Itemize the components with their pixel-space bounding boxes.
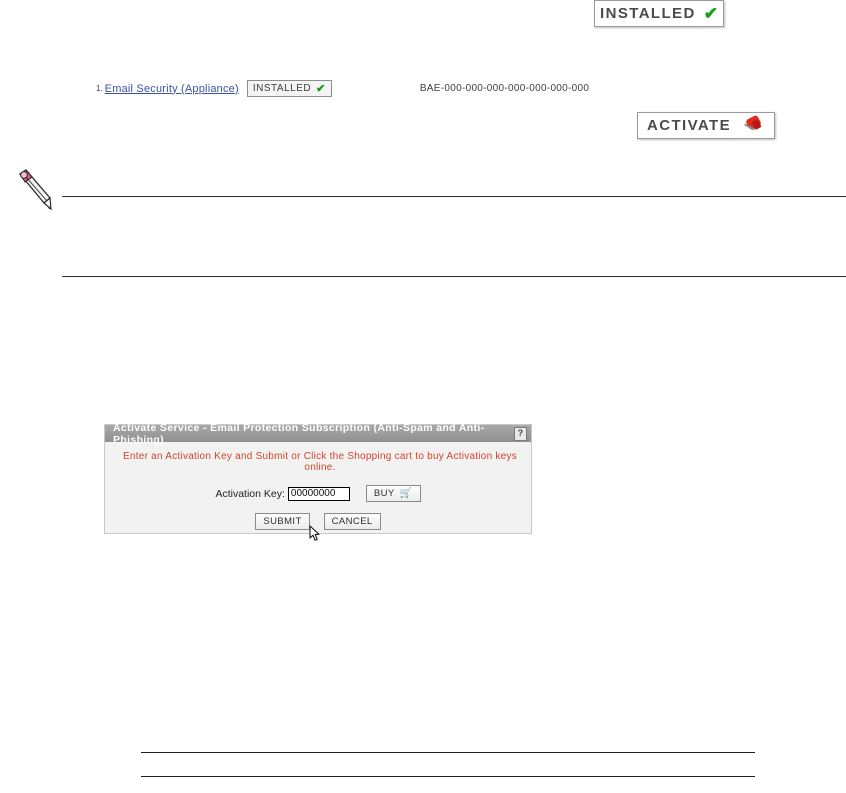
product-serial-number: BAE-000-000-000-000-000-000-000: [419, 83, 590, 94]
pencil-note-icon: [10, 168, 56, 214]
buy-button[interactable]: [366, 485, 421, 502]
status-badge-label: INSTALLED: [252, 83, 312, 94]
activation-key-input[interactable]: [288, 487, 350, 501]
submit-button[interactable]: SUBMIT: [255, 513, 309, 530]
checkmark-icon: ✔: [316, 83, 326, 95]
buy-button-label: BUY: [373, 488, 395, 499]
installed-callout-label: INSTALLED: [600, 5, 696, 22]
activate-callout-badge: [637, 112, 775, 139]
status-badge-installed: [247, 80, 332, 97]
checkmark-icon: ✔: [703, 4, 718, 23]
shopping-cart-icon: 🛒: [399, 488, 413, 499]
product-index: 1.: [96, 84, 103, 93]
note-bottom-divider: [62, 276, 846, 277]
dialog-title-text: Activate Service - Email Protection Subscription (Anti-Spam and Anti-Phishing): [113, 421, 485, 446]
help-icon[interactable]: ?: [514, 427, 527, 441]
product-link-email-security[interactable]: Email Security (Appliance): [104, 82, 239, 95]
activate-service-dialog: [104, 421, 532, 534]
installed-callout-badge: [594, 0, 724, 27]
red-pushpin-icon: [743, 117, 765, 135]
dialog-button-row: [105, 513, 531, 530]
pointer-cursor-icon: [308, 525, 322, 543]
activation-key-label: Activation Key:: [215, 487, 285, 500]
note-top-divider: [62, 196, 846, 197]
activate-callout-label: ACTIVATE: [647, 117, 731, 134]
bottom-divider-2: [141, 776, 755, 777]
activation-key-row: [105, 485, 531, 502]
dialog-titlebar: [105, 421, 531, 446]
dialog-instruction-text: Enter an Activation Key and Submit or Click the Shopping cart to buy Activation keys online.: [123, 451, 517, 473]
product-list-row: [96, 80, 589, 97]
cancel-button[interactable]: CANCEL: [324, 513, 381, 530]
bottom-divider-1: [141, 752, 755, 753]
